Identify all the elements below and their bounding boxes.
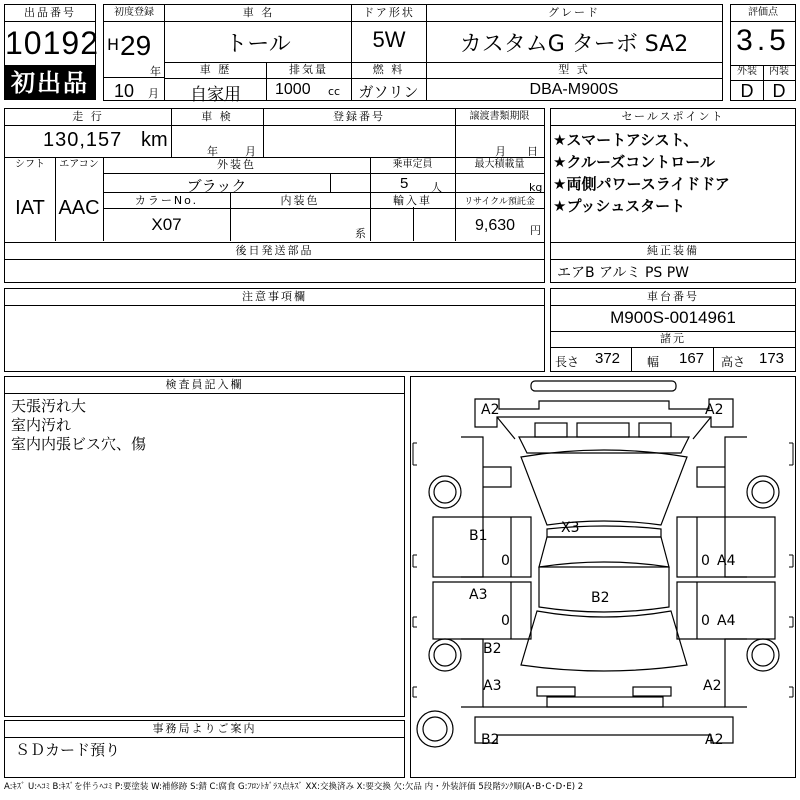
door-type: 5W: [372, 27, 406, 52]
sales-point-item: ★両側パワースライドドア: [553, 175, 730, 193]
era-prefix: H: [107, 35, 120, 54]
zero-mark-1: 0: [501, 553, 510, 569]
inspector-label: 検査員記入欄: [165, 378, 244, 391]
legend-footer: A:ｷｽﾞ U:ﾍｺﾐ B:ｷｽﾞを伴うﾍｺﾐ P:要塗装 W:補修跡 S:錆 C:腐食 G:ﾌﾛﾝﾄｶﾞﾗｽ点ｷｽﾞ XX:交換済み X:要交換 欠:欠品 内・外装評価 5段階ﾗﾝｸ順(A･B･C･D･E) 2: [4, 782, 584, 792]
fuel-label: 燃 料: [372, 63, 405, 76]
chassis-box: [550, 288, 796, 372]
office-value: ＳＤカード預り: [15, 741, 121, 759]
notes-label: 注意事項欄: [242, 290, 307, 303]
interior-color-unit: 系: [355, 227, 366, 240]
transfer-month-unit: 月: [495, 145, 506, 158]
car-diagram: [411, 377, 795, 777]
interior-grade: D: [772, 81, 786, 101]
notes-box: [4, 288, 545, 372]
lot-number-cell: [4, 4, 99, 66]
model: DBA-M900S: [529, 81, 619, 98]
equipment-box: [550, 242, 796, 283]
mark-rear-right-door: A4: [717, 613, 736, 629]
inspector-comment-line: 室内内張ビス穴、傷: [11, 435, 147, 453]
car-name: トール: [225, 32, 291, 57]
mark-rear-bumper-left: B2: [481, 732, 500, 748]
width-label: 幅: [647, 355, 660, 369]
later-parts-label: 後日発送部品: [235, 244, 314, 257]
door-label: ドア形状: [363, 6, 415, 19]
inspection-month-unit: 月: [245, 145, 256, 158]
max-load-label: 最大積載量: [474, 159, 525, 170]
registration-year: 29: [120, 30, 152, 61]
equipment-value: エアB アルミ PS PW: [557, 265, 690, 281]
color-no: X07: [151, 215, 182, 234]
inspector-comments: [11, 397, 401, 454]
inspector-comment-line: 室内汚れ: [11, 416, 72, 434]
lot-number-label: 出品番号: [24, 6, 76, 19]
interior-label: 内装: [769, 66, 789, 77]
first-registration-label: 初度登録: [114, 7, 154, 18]
import-label: 輸入車: [393, 194, 432, 207]
registration-month: 10: [114, 81, 135, 101]
recycle-label: リサイクル預託金: [464, 197, 535, 207]
transfer-day-unit: 日: [527, 145, 538, 158]
vehicle-info-box: [164, 4, 723, 105]
mileage: 130,157: [43, 129, 123, 151]
ac-label: エアコン: [59, 159, 99, 170]
score-box: [730, 4, 796, 101]
inspector-comment-line: 天張汚れ大: [11, 397, 87, 415]
damage-diagram-box: [410, 376, 796, 778]
model-label: 型 式: [558, 63, 590, 76]
first-listing-text: 初出品: [11, 69, 89, 97]
first-registration-box: [103, 4, 165, 101]
mileage-label: 走 行: [72, 110, 104, 123]
mark-rear-bumper-right: A2: [705, 732, 724, 748]
spec-box: [4, 108, 545, 243]
fuel: ガソリン: [358, 83, 419, 101]
sales-point-item: ★スマートアシスト、: [553, 131, 699, 149]
inspection-year-unit: 年: [207, 145, 218, 158]
inspection-label: 車 検: [201, 110, 233, 123]
month-unit: 月: [148, 87, 159, 100]
zero-mark-3: 0: [501, 613, 510, 629]
mark-roof: B2: [591, 590, 610, 606]
chassis-number: M900S-0014961: [610, 308, 736, 327]
zero-mark-2: 0: [701, 553, 710, 569]
plate-label: 登録番号: [333, 110, 385, 123]
history-label: 車 歴: [199, 63, 232, 76]
mark-windshield: X3: [561, 520, 580, 536]
sales-points-list: [553, 129, 795, 217]
mark-rear-left-fender: B2: [483, 641, 502, 657]
equipment-label: 純正装備: [647, 244, 699, 257]
mark-front-right: A2: [705, 402, 724, 418]
mark-rear-left-door: A3: [469, 587, 488, 603]
chassis-label: 車台番号: [647, 290, 699, 303]
ac: AAC: [58, 197, 100, 219]
grade-label: グレード: [548, 6, 600, 19]
lot-number-box: [4, 4, 99, 100]
color-label: 外装色: [217, 158, 256, 171]
mark-front-left: A2: [481, 402, 500, 418]
sales-points-box: [550, 108, 796, 243]
sales-point-item: ★プッシュスタート: [553, 197, 686, 215]
later-parts-box: [4, 242, 545, 283]
dims-label: 諸元: [660, 332, 686, 345]
displacement: 1000: [275, 81, 311, 98]
height-label: 高さ: [721, 355, 746, 369]
max-load-unit: kg: [529, 181, 543, 194]
exterior-label: 外装: [737, 66, 757, 77]
width: 167: [679, 350, 705, 367]
first-listing-badge: [4, 66, 96, 100]
capacity-label: 乗車定員: [392, 159, 433, 170]
history: 自家用: [190, 85, 241, 105]
grade: カスタムG ターボ SA2: [459, 32, 689, 57]
length-label: 長さ: [555, 355, 580, 369]
sales-point-item: ★クルーズコントロール: [553, 153, 715, 171]
office-box: [4, 720, 405, 778]
color-no-label: カラーNo.: [134, 194, 199, 207]
shift: IAT: [15, 197, 45, 219]
length: 372: [595, 350, 621, 367]
lot-number: 10192: [5, 25, 99, 61]
displacement-label: 排気量: [289, 63, 328, 76]
score: 3.5: [736, 24, 790, 57]
office-label: 事務局よりご案内: [152, 722, 257, 735]
mileage-unit: km: [141, 129, 168, 151]
exterior-grade: D: [740, 81, 754, 101]
mark-rear-right-quarter: A2: [703, 678, 722, 694]
interior-color-label: 内装色: [280, 194, 320, 207]
sales-points-label: セールスポイント: [621, 110, 725, 123]
capacity-unit: 人: [431, 181, 442, 194]
zero-mark-4: 0: [701, 613, 710, 629]
mark-front-right-door: A4: [717, 553, 736, 569]
inspector-box: [4, 376, 405, 717]
recycle-amount: 9,630: [475, 217, 516, 234]
mark-rear-left-quarter: A3: [483, 678, 502, 694]
car-name-label: 車 名: [242, 6, 275, 19]
mark-front-left-door: B1: [469, 528, 488, 544]
score-label: 評価点: [748, 7, 778, 18]
displacement-unit: cc: [328, 85, 341, 98]
color: ブラック: [186, 177, 247, 195]
capacity: 5: [400, 175, 409, 192]
height: 173: [759, 350, 785, 367]
transfer-label: 譲渡書類期限: [469, 111, 530, 122]
year-unit: 年: [150, 65, 161, 78]
shift-label: シフト: [15, 159, 45, 170]
recycle-unit: 円: [530, 224, 541, 237]
